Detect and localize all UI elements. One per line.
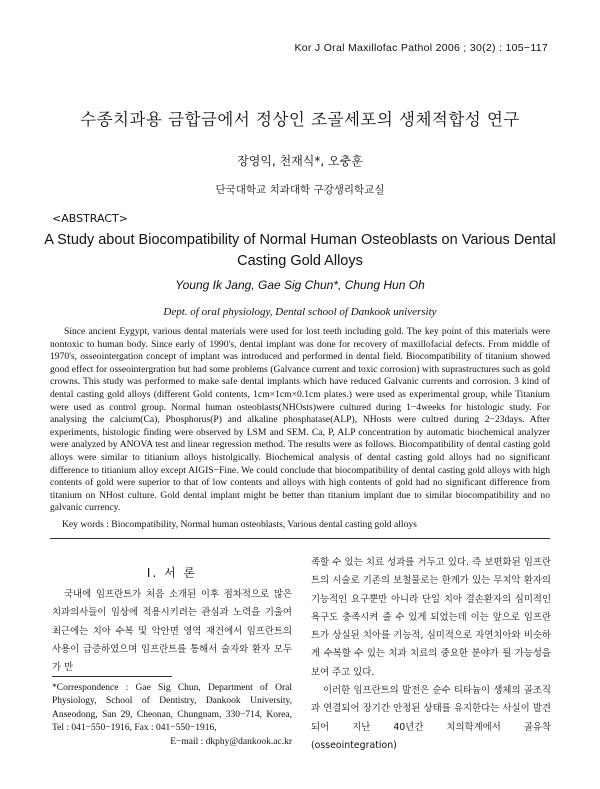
body-left-column: 국내에 임프란트가 처음 소개된 이후 점차적으로 많은 치과의사들이 임상에 적용시키려는 관심과 노력을 기울여 최근에는 치아 수복 및 악안면 영역 재건에서 임프란트의 사용이 급증하였으며 임프란트를 통해서 술자와 환자 모두가 만	[52, 589, 292, 674]
korean-title: 수종치과용 금합금에서 정상인 조골세포의 생체적합성 연구	[80, 110, 520, 129]
footnote-text: *Correspondence : Gae Sig Chun, Department of Oral Physiology, School of Dentistry, Dankook University, Anseodong, San 29, Cheonan, Chungnam, 330−714, Korea, Tel : 041−550−1916, Fax : 041−550−1916,	[52, 683, 292, 734]
keywords: Key words : Biocompatibility, Normal human osteoblasts, Various dental casting gold alloys	[62, 519, 417, 530]
korean-authors: 장영익, 천재식*, 오충훈	[237, 154, 363, 168]
correspondence-footnote	[52, 682, 292, 749]
section-divider	[50, 538, 550, 539]
body-right-column	[311, 554, 551, 755]
english-authors: Young Ik Jang, Gae Sig Chun*, Chung Hun Oh	[175, 278, 425, 292]
english-affiliation: Dept. of oral physiology, Dental school of Dankook university	[163, 306, 437, 318]
abstract-text: Since ancient Eygypt, various dental materials were used for lost teeth including gold. The key point of this materials were nontoxic to human body. Since early of 1990's, dental implant was done for recovery of maxillofacial defects. From middle of 1970's, osseointergation concept of implant was introduced and performed in dental field. Biocompatibility of titanium showed good effect for osseointergration but had some problems (Galvance current and toxic corrosion) with suprastructures such as gold crowns. This study was performed to make safe dental implants which have reduced Galvanic currents and corrosion. 3 kind of dental casting gold alloys (different Gold contents, 1cm×1cm×0.1cm plates.) were used as experimental group, while Titanium were used as control group. Normal human osteoblasts(NHOsts)were cultured during 1−4weeks for histologic study. For analysing the calcium(Ca), Phosphorus(P) and alkaline phosphatase(ALP), NHosts were cultred during 2−23days. After experiments, histologic finding were observed by LSM and SEM. Ca, P, ALP concentration by automatic biochemical analyzer were analyzed by ANOVA test and linear regression method. The results were as follows. Biocompatibility of dental casting gold alloys were similar to titianium alloys histolgically. Biochemical analysis of dental casting gold alloys had no significant difference to titianium alloy except AIGIS−Fine. We could conclude that biocompatibility of dental casting gold alloys with high contents of gold were superior to that of low contents and alloys with high contents of gold had no significant difference from titanium on NHost culture. Gold dental implant might be better than titanium implant due to similar biocompatibility and no galvanic currency.	[50, 326, 550, 514]
section-heading-introduction: I. 서 론	[146, 566, 198, 580]
body-paragraph: 족할 수 있는 치료 성과를 거두고 있다. 즉 보편화된 임프란트의 시술로 기존의 보철물로는 한계가 있는 무치악 환자의 기능적인 요구뿐만 아니라 단일 치아 결손환자의 심미적인 욕구도 충족시켜 줄 수 있게 되었는데 이는 앞으로 임프란트가 상실된 치아를 기능적, 심미적으로 자연치아와 비슷하게 수복할 수 있는 치과 치료의 중요한 분야가 될 가능성을 보여 주고 있다.	[311, 557, 551, 678]
english-title: A Study about Biocompatibility of Normal Human Osteoblasts on Various Dental Casting Gold Alloys	[44, 232, 556, 269]
footnote-email: E−mail : dkphy@dankook.ac.kr	[170, 736, 292, 747]
body-paragraph: 이러한 임프란트의 발전은 순수 티타늄이 생체의 골조직과 연결되어 장기간 안정된 상태를 유지한다는 사실이 발견되어 지난 40년간 치의학계에서 골유착(osseointegration)	[311, 685, 551, 751]
footnote-divider	[52, 676, 172, 677]
abstract-label: <ABSTRACT>	[52, 212, 128, 225]
journal-citation: Kor J Oral Maxillofac Pathol 2006 ; 30(2) : 105−117	[294, 42, 548, 54]
korean-affiliation: 단국대학교 치과대학 구강생리학교실	[215, 184, 385, 196]
